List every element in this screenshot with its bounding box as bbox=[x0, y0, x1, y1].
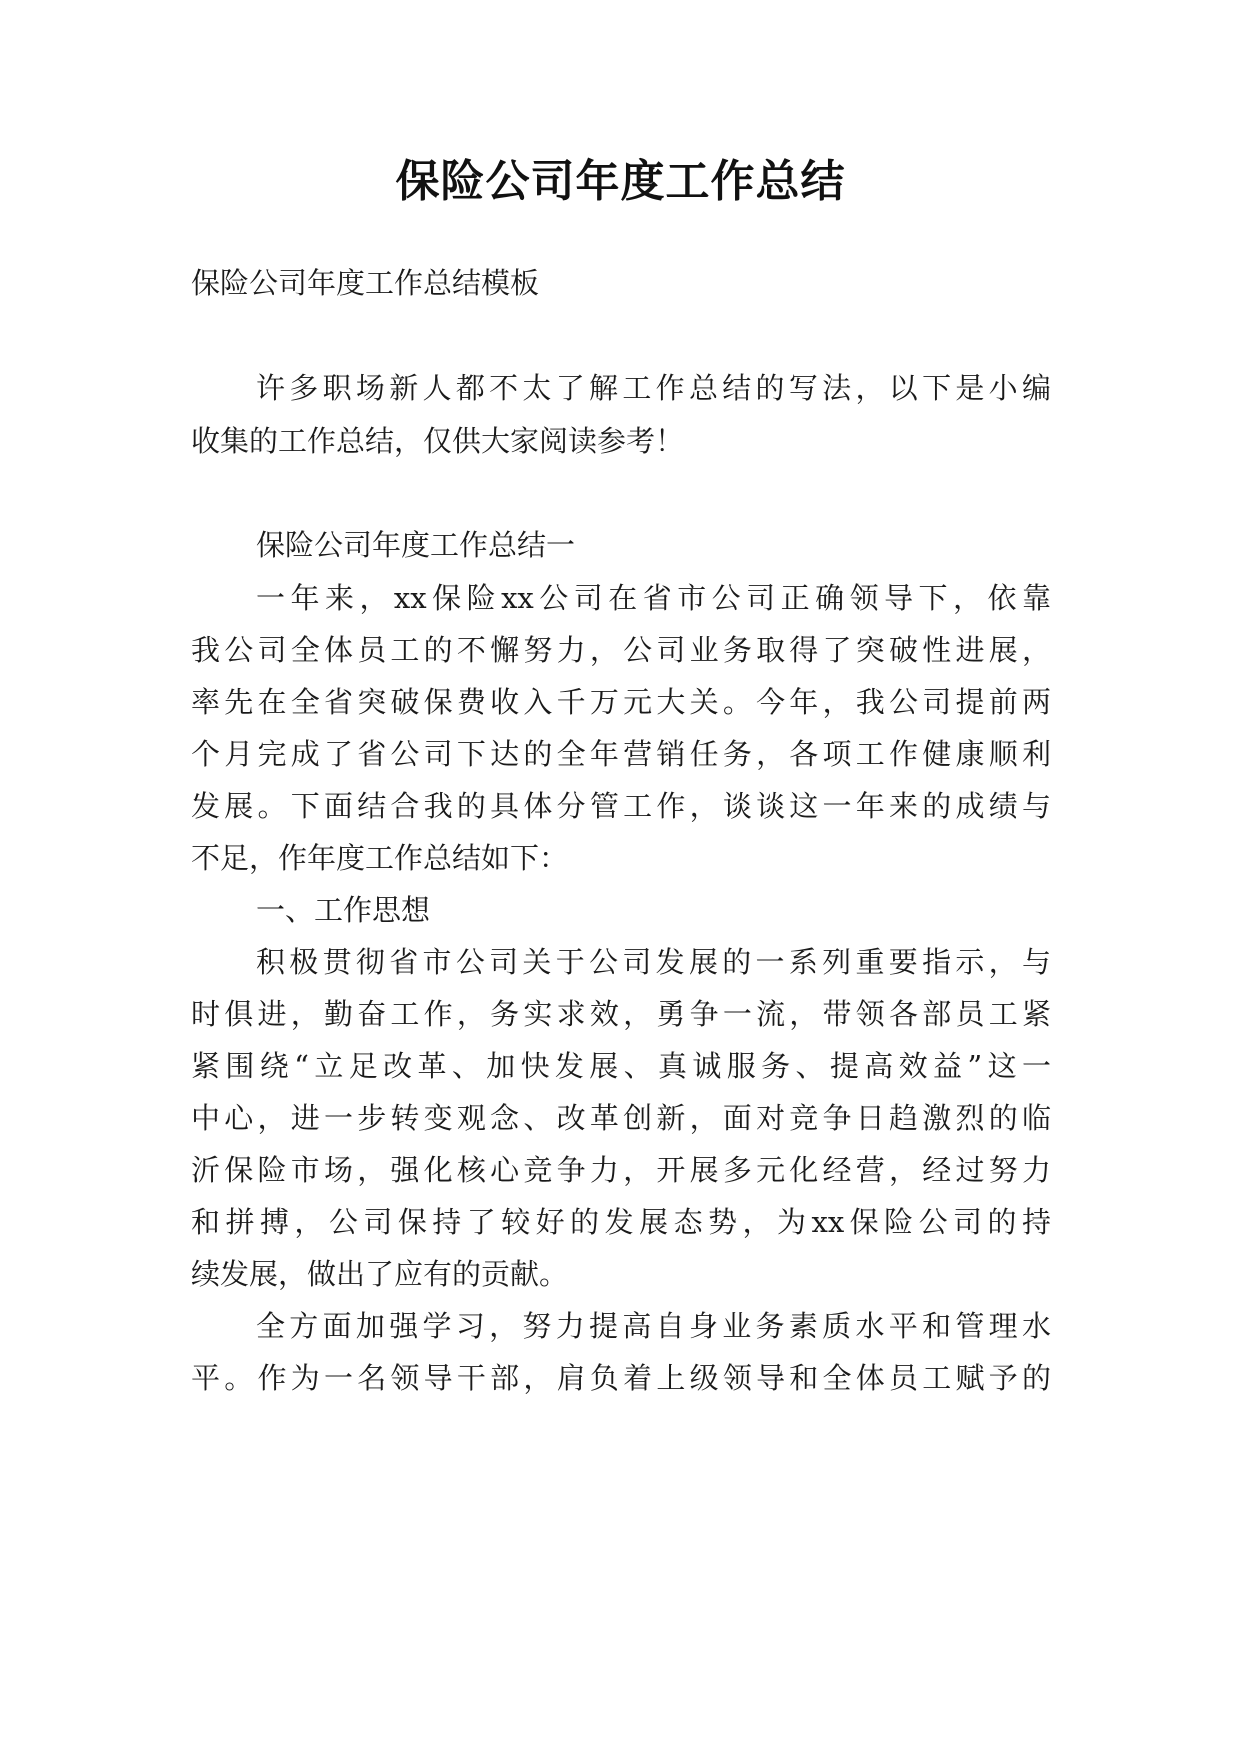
para1-line-3: 率先在全省突破保费收入千万元大关。今年，我公司提前两 bbox=[191, 685, 1051, 719]
document-subtitle: 保险公司年度工作总结模板 bbox=[191, 266, 540, 300]
intro-line-1: 许多职场新人都不太了解工作总结的写法，以下是小编 bbox=[256, 371, 1051, 405]
para2-line-3: 紧围绕“立足改革、加快发展、真诚服务、提高效益”这一 bbox=[191, 1049, 1051, 1083]
para2-line-6: 和拼搏，公司保持了较好的发展态势，为xx保险公司的持 bbox=[191, 1205, 1051, 1239]
para3-line-2: 平。作为一名领导干部，肩负着上级领导和全体员工赋予的 bbox=[191, 1361, 1051, 1395]
para1-line-1: 一年来，xx保险xx公司在省市公司正确领导下，依靠 bbox=[256, 581, 1051, 615]
intro-line-2: 收集的工作总结，仅供大家阅读参考！ bbox=[191, 424, 685, 458]
section-heading: 保险公司年度工作总结一 bbox=[256, 528, 576, 562]
para3-line-1: 全方面加强学习，努力提高自身业务素质水平和管理水 bbox=[256, 1309, 1051, 1343]
document-title: 保险公司年度工作总结 bbox=[395, 156, 846, 207]
heading-one: 一、工作思想 bbox=[256, 893, 431, 927]
para2-line-1: 积极贯彻省市公司关于公司发展的一系列重要指示，与 bbox=[256, 945, 1051, 979]
para1-line-6: 不足，作年度工作总结如下： bbox=[191, 841, 569, 875]
para1-line-4: 个月完成了省公司下达的全年营销任务，各项工作健康顺利 bbox=[191, 737, 1051, 771]
para2-line-4: 中心，进一步转变观念、改革创新，面对竞争日趋激烈的临 bbox=[191, 1101, 1051, 1135]
para1-line-5: 发展。下面结合我的具体分管工作，谈谈这一年来的成绩与 bbox=[191, 789, 1051, 823]
para2-line-7: 续发展，做出了应有的贡献。 bbox=[191, 1257, 569, 1291]
para2-line-5: 沂保险市场，强化核心竞争力，开展多元化经营，经过努力 bbox=[191, 1153, 1051, 1187]
para1-line-2: 我公司全体员工的不懈努力，公司业务取得了突破性进展， bbox=[191, 633, 1051, 667]
para2-line-2: 时俱进，勤奋工作，务实求效，勇争一流，带领各部员工紧 bbox=[191, 997, 1051, 1031]
